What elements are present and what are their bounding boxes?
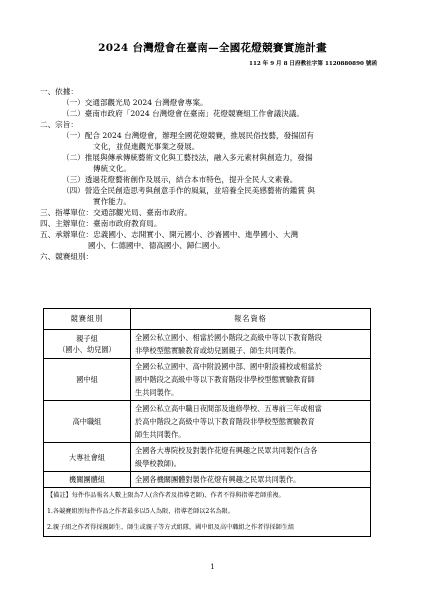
qualification-line: 全國公私立國小、相當於國小階段之高級中等以下教育階段 <box>135 333 322 342</box>
note-item-1: 1.各競賽組別每件作品之作者最多以5人為限，指導老師以2名為限。 <box>44 504 371 520</box>
qualification-cell <box>131 359 371 401</box>
table-note-row <box>44 488 371 505</box>
category-cell <box>44 359 131 401</box>
table-header-category: 競賽組別 <box>44 309 131 330</box>
section-categories-heading: 六、競賽組別： <box>40 252 94 261</box>
page-number: 1 <box>210 563 215 571</box>
table-row <box>44 401 371 443</box>
document-body <box>40 86 390 262</box>
category-cell <box>44 472 131 488</box>
qualification-cell <box>131 401 371 443</box>
qualification-line: 於高中階段之高級中等以下教育階段非學校型態實驗教育 <box>135 417 315 426</box>
table-header-row <box>44 309 371 330</box>
table-row <box>44 330 371 359</box>
table-header-qualification: 報名資格 <box>131 309 371 330</box>
section-basis-heading: 一、依據： <box>40 87 78 96</box>
category-name: 機關團體組 <box>69 475 105 484</box>
category-cell <box>44 401 131 443</box>
purpose-item-1-cont: 文化，並促進觀光事業之發展。 <box>93 142 200 151</box>
qualification-line: 全國公私立國中、高中附設國中部、國中附設補校或相當於 <box>135 362 322 371</box>
table-row <box>44 359 371 401</box>
basis-item-1: （一）交通部觀光局 2024 台灣燈會專案。 <box>62 98 208 107</box>
purpose-item-2: （二）推展與傳承傳統藝術文化與工藝技法，融入多元素材與創造力，發揚 <box>62 153 313 162</box>
section-organizer: 四、主辦單位：臺南市政府教育局。 <box>40 219 162 228</box>
section-coorganizer: 五、承辦單位：忠義國小、志開實小、開元國小、沙崙國中、進學國小、大灣 <box>40 230 299 239</box>
purpose-item-2-cont: 傳統文化。 <box>93 164 131 173</box>
note-item-2: 2.親子組之作者得採親師生、師生或親子等方式組隊，國中組及高中職組之作者得採師生組 <box>44 520 371 537</box>
qualification-line: 師生共同製作。 <box>135 430 186 439</box>
qualification-line: 全國各機關團體對製作花燈有興趣之民眾共同製作。 <box>135 475 301 484</box>
section-purpose-heading: 二、宗旨： <box>40 120 78 129</box>
purpose-item-1: （一）配合 2024 台灣燈會，辦理全國花燈競賽，推展民俗技藝，發揚固有 <box>62 131 314 140</box>
document-title: 2024 台灣燈會在臺南—全國花燈競賽實施計畫 <box>98 42 327 54</box>
table-note-row <box>44 504 371 520</box>
category-name: 高中職組 <box>72 417 102 426</box>
section-supervisor: 三、指導單位：交通部觀光局、臺南市政府。 <box>40 208 192 217</box>
purpose-item-4-cont: 實作能力。 <box>93 197 131 206</box>
qualification-cell <box>131 472 371 488</box>
category-cell <box>44 443 131 472</box>
category-subname: （國小、幼兒園） <box>58 345 116 354</box>
qualification-line: 非學校型態實驗教育或幼兒園親子、師生共同製作。 <box>135 346 301 355</box>
document-number: 112 年 9 月 8 日府教社字第 1120880890 號函 <box>249 61 377 67</box>
note-remark: 【備註】每件作品報名人數上限為7人(含作者及指導老師)，作者不得與指導老師重複。 <box>44 488 371 505</box>
qualification-line: 國中階段之高級中等以下教育階段非學校型態實驗教育師 <box>135 375 315 384</box>
section-coorganizer-cont: 國小、仁德國中、德高國小、歸仁國小。 <box>88 241 225 250</box>
category-name: 親子組 <box>76 334 98 343</box>
qualification-cell <box>131 330 371 359</box>
category-name: 大專社會組 <box>69 452 105 462</box>
table-row <box>44 472 371 488</box>
purpose-item-3: （三）透過花燈藝術創作及展示，結合本市特色，提升全民人文素養。 <box>62 175 298 184</box>
category-cell <box>44 330 131 359</box>
table-note-row <box>44 520 371 537</box>
category-name: 國中組 <box>76 375 98 384</box>
basis-item-2: （二）臺南市政府「2024 台灣燈會在臺南」花燈競賽組工作會議決議。 <box>62 109 304 118</box>
competition-category-table <box>43 308 371 537</box>
qualification-line: 全國公私立高中職日夜間部及進修學校、五專前三年或相當 <box>135 404 322 413</box>
qualification-line: 級學校教師)。 <box>135 459 181 468</box>
purpose-item-4: （四）營造全民創造思考與創意手作的風氣，並培養全民美感藝術的鑑賞 與 <box>62 186 316 195</box>
qualification-line: 全國各大專院校及對製作花燈有興趣之民眾共同製作(含各 <box>135 446 318 455</box>
qualification-cell <box>131 443 371 472</box>
table-row <box>44 443 371 472</box>
qualification-line: 生共同製作。 <box>135 388 179 397</box>
